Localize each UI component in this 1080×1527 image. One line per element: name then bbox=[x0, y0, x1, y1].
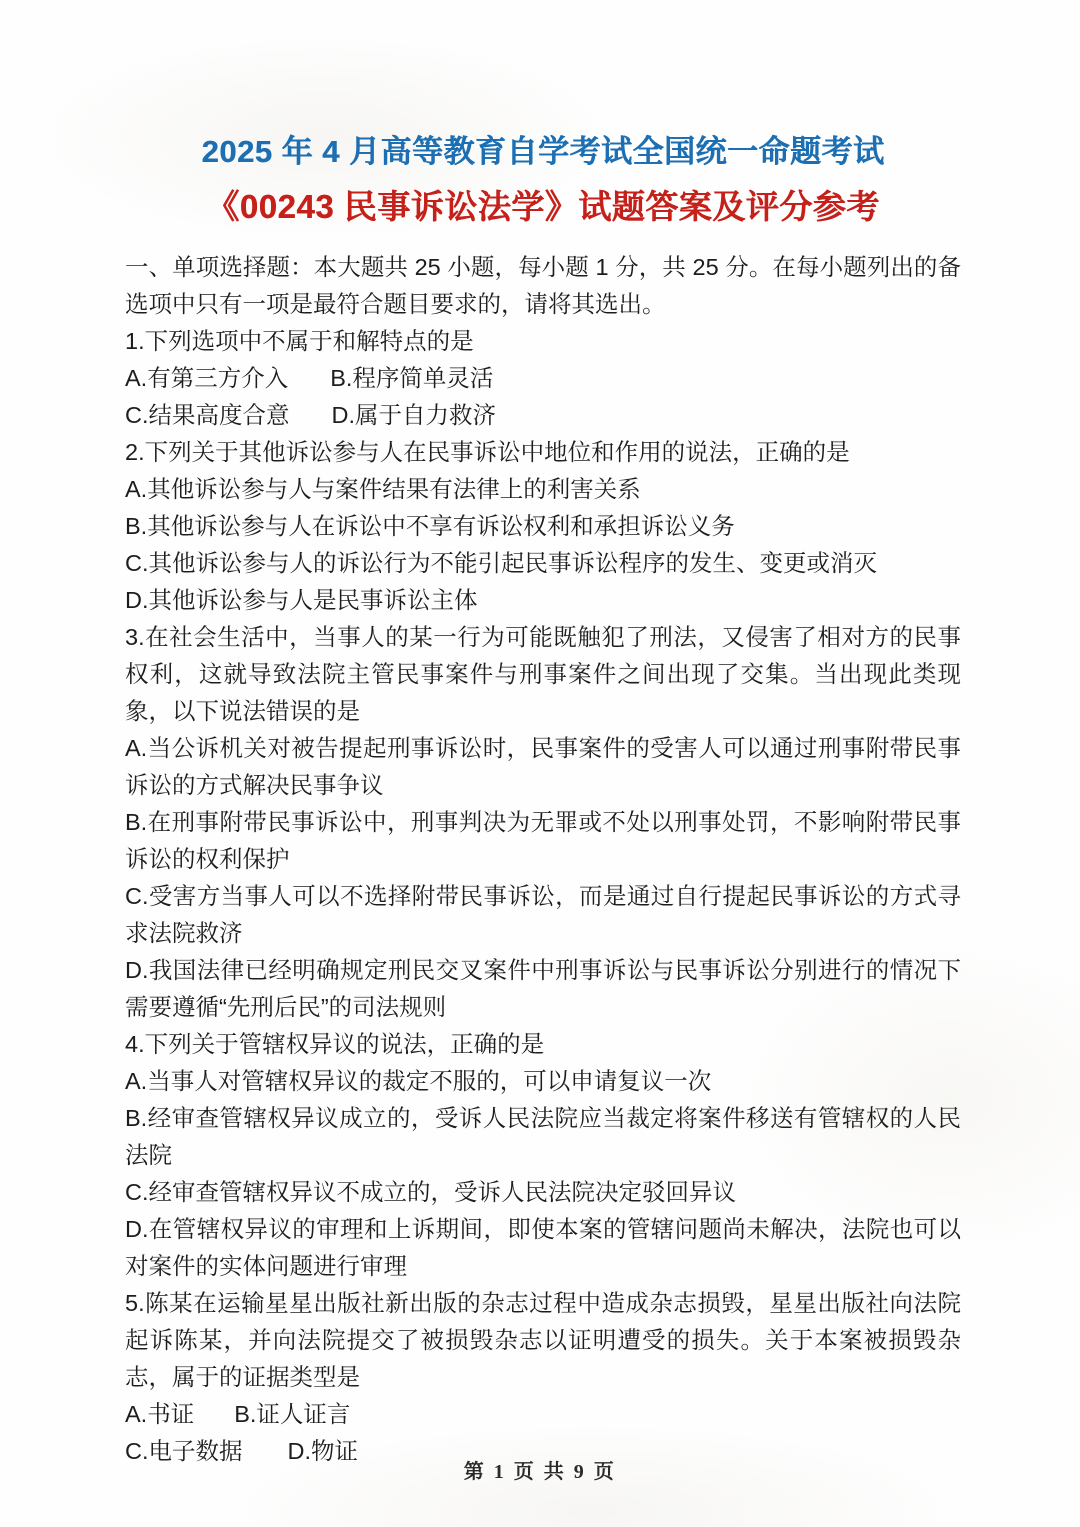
question-2-stem: 2.下列关于其他诉讼参与人在民事诉讼中地位和作用的说法，正确的是 bbox=[125, 439, 850, 465]
section-1-heading: 一、单项选择题：本大题共 25 小题，每小题 1 分，共 25 分。在每小题列出的备选项中只有一项是最符合题目要求的，请将其选出。 bbox=[125, 254, 961, 317]
question-3-stem: 3.在社会生活中，当事人的某一行为可能既触犯了刑法，又侵害了相对方的民事权利，这就导致法院主管民事案件与刑事案件之间出现了交集。当出现此类现象，以下说法错误的是 bbox=[125, 624, 961, 724]
question-2-option-d: D.其他诉讼参与人是民事诉讼主体 bbox=[125, 587, 478, 613]
question-5-option-c: C.电子数据 bbox=[125, 1438, 243, 1464]
question-4-option-a: A.当事人对管辖权异议的裁定不服的，可以申请复议一次 bbox=[125, 1068, 712, 1094]
question-4-option-d: D.在管辖权异议的审理和上诉期间，即使本案的管辖问题尚未解决，法院也可以对案件的实体问题进行审理 bbox=[125, 1216, 961, 1279]
question-1-option-d: D.属于自力救济 bbox=[331, 402, 496, 428]
document-content bbox=[125, 0, 961, 1470]
question-1-options-ab bbox=[125, 360, 961, 397]
document-title-block bbox=[125, 0, 961, 223]
question-1-options-cd bbox=[125, 397, 961, 434]
question-3-option-c: C.受害方当事人可以不选择附带民事诉讼，而是通过自行提起民事诉讼的方式寻求法院救济 bbox=[125, 883, 961, 946]
question-4-option-b: B.经审查管辖权异议成立的，受诉人民法院应当裁定将案件移送有管辖权的人民法院 bbox=[125, 1105, 961, 1168]
question-1-option-a: A.有第三方介入 bbox=[125, 365, 289, 391]
question-5-options-ab bbox=[125, 1396, 961, 1433]
question-5-option-b: B.证人证言 bbox=[234, 1401, 351, 1427]
question-5-option-a: A.书证 bbox=[125, 1401, 195, 1427]
question-2-option-a: A.其他诉讼参与人与案件结果有法律上的利害关系 bbox=[125, 476, 641, 502]
question-3-option-a: A.当公诉机关对被告提起刑事诉讼时，民事案件的受害人可以通过刑事附带民事诉讼的方式解决民事争议 bbox=[125, 735, 961, 798]
question-5-stem: 5.陈某在运输星星出版社新出版的杂志过程中造成杂志损毁，星星出版社向法院起诉陈某，并向法院提交了被损毁杂志以证明遭受的损失。关于本案被损毁杂志，属于的证据类型是 bbox=[125, 1290, 961, 1390]
exam-title-line-1: 2025 年 4 月高等教育自学考试全国统一命题考试 bbox=[201, 134, 885, 169]
question-1-option-b: B.程序简单灵活 bbox=[330, 365, 494, 391]
question-2-option-b: B.其他诉讼参与人在诉讼中不享有诉讼权利和承担诉讼义务 bbox=[125, 513, 735, 539]
question-2-option-c: C.其他诉讼参与人的诉讼行为不能引起民事诉讼程序的发生、变更或消灭 bbox=[125, 550, 877, 576]
exam-title-line-2: 《00243 民事诉讼法学》试题答案及评分参考 bbox=[206, 188, 880, 225]
question-1-option-c: C.结果高度合意 bbox=[125, 402, 290, 428]
page-number-footer: 第 1 页 共 9 页 bbox=[463, 1461, 617, 1483]
question-3-option-b: B.在刑事附带民事诉讼中，刑事判决为无罪或不处以刑事处罚，不影响附带民事诉讼的权利保护 bbox=[125, 809, 961, 872]
question-3-option-d: D.我国法律已经明确规定刑民交叉案件中刑事诉讼与民事诉讼分别进行的情况下需要遵循“先刑后民”的司法规则 bbox=[125, 957, 961, 1020]
question-4-option-c: C.经审查管辖权异议不成立的，受诉人民法院决定驳回异议 bbox=[125, 1179, 736, 1205]
exam-body bbox=[125, 249, 961, 1470]
question-1-stem: 1.下列选项中不属于和解特点的是 bbox=[125, 328, 474, 354]
question-4-stem: 4.下列关于管辖权异议的说法，正确的是 bbox=[125, 1031, 545, 1057]
question-5-option-d: D.物证 bbox=[287, 1438, 358, 1464]
